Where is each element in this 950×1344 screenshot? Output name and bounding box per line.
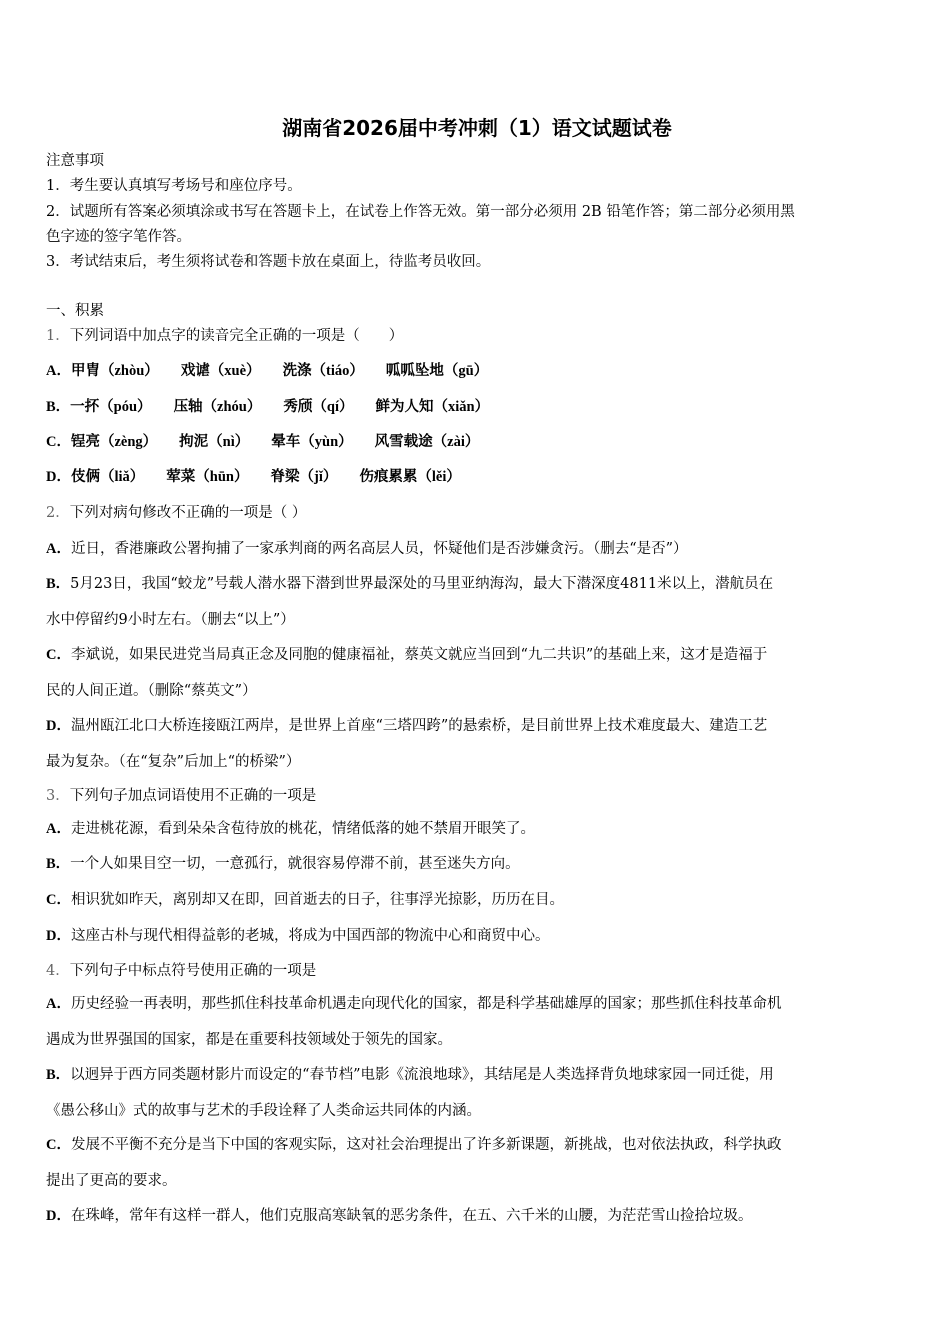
option-text-cont: 水中停留约9小时左右。（删去“以上”）	[46, 612, 295, 628]
option-letter: D．	[46, 928, 71, 944]
option-row	[46, 540, 688, 558]
question-stem	[46, 327, 403, 345]
option-item: 洗涤（tiáo）	[282, 363, 364, 379]
option-item: 戏谑（xuè）	[180, 363, 261, 379]
option-text: 发展不平衡不充分是当下中国的客观实际，这对社会治理提出了许多新课题，新挑战，也对依法执政，科学执政	[70, 1137, 782, 1153]
question-number: 2．	[46, 505, 70, 521]
notice-item: 2．试题所有答案必须填涂或书写在答题卡上，在试卷上作答无效。第一部分必须用 2B 铅笔作答；第二部分必须用黑	[46, 204, 795, 220]
option-row	[46, 927, 549, 945]
option-item: 风雪载途（zài）	[374, 434, 480, 450]
option-letter: A．	[46, 821, 71, 837]
question-stem	[46, 962, 316, 980]
option-text-cont: 《愚公移山》式的故事与艺术的手段诠释了人类命运共同体的内涵。	[46, 1103, 481, 1119]
option-text: 近日，香港廉政公署拘捕了一家承判商的两名高层人员，怀疑他们是否涉嫌贪污。（删去“是否”）	[70, 541, 688, 557]
option-row	[46, 717, 767, 735]
notice-item: 色字迹的签字笔作答。	[46, 229, 191, 245]
option-item: 脊梁（jǐ）	[270, 469, 338, 485]
question-stem	[46, 787, 316, 805]
option-item: 甲胄（zhòu）	[70, 363, 159, 379]
option-letter: B．	[46, 399, 71, 415]
option-letter: C．	[46, 647, 71, 663]
option-text: 这座古朴与现代相得益彰的老城，将成为中国西部的物流中心和商贸中心。	[70, 928, 550, 944]
option-row	[46, 1066, 774, 1084]
option-row	[46, 468, 461, 486]
question-text: 下列句子加点词语使用不正确的一项是	[69, 788, 317, 804]
question-stem	[46, 504, 306, 522]
option-item: 一抔（póu）	[70, 399, 152, 415]
option-row	[46, 995, 781, 1013]
option-item: 呱呱坠地（gū）	[385, 363, 489, 379]
option-row	[46, 891, 564, 909]
option-item: 晕车（yùn）	[271, 434, 353, 450]
question-number: 3．	[46, 788, 70, 804]
question-number: 1．	[46, 328, 70, 344]
option-text: 在珠峰，常年有这样一群人，他们克服高寒缺氧的恶劣条件，在五、六千米的山腰，为茫茫雪山捡拾垃圾。	[70, 1208, 753, 1224]
option-letter: C．	[46, 1137, 71, 1153]
section-heading: 一、积累	[46, 303, 104, 319]
option-row	[46, 362, 488, 380]
option-item: 秀颀（qí）	[283, 399, 354, 415]
option-letter: A．	[46, 363, 71, 379]
option-letter: D．	[46, 718, 71, 734]
option-item: 伎俩（liǎ）	[70, 469, 145, 485]
question-number: 4．	[46, 963, 70, 979]
option-text: 5月23日，我国“蛟龙”号载人潜水器下潜到世界最深处的马里亚纳海沟，最大下潜深度4811米以上，潜航员在	[70, 576, 774, 592]
notice-item: 3．考试结束后，考生须将试卷和答题卡放在桌面上，待监考员收回。	[46, 254, 491, 270]
option-row	[46, 855, 520, 873]
option-row	[46, 398, 489, 416]
option-text: 温州瓯江北口大桥连接瓯江两岸，是世界上首座“三塔四跨”的悬索桥，是目前世界上技术难度最大、建造工艺	[70, 718, 768, 734]
notice-item: 1．考生要认真填写考场号和座位序号。	[46, 178, 302, 194]
option-item: 伤痕累累（lěi）	[359, 469, 461, 485]
option-letter: C．	[46, 892, 71, 908]
option-row	[46, 646, 767, 664]
option-letter: D．	[46, 1208, 71, 1224]
option-text-cont: 提出了更高的要求。	[46, 1173, 177, 1189]
option-row	[46, 1136, 781, 1154]
option-text: 走进桃花源，看到朵朵含苞待放的桃花，情绪低落的她不禁眉开眼笑了。	[70, 821, 535, 837]
option-item: 拘泥（nì）	[179, 434, 250, 450]
option-row	[46, 820, 535, 838]
option-text: 以迥异于西方同类题材影片而设定的“春节档”电影《流浪地球》，其结尾是人类选择背负地球家园一同迁徙，用	[70, 1067, 774, 1083]
option-letter: D．	[46, 469, 71, 485]
page-title: 湖南省2026届中考冲刺（1）语文试题试卷	[282, 116, 672, 140]
option-text: 李斌说，如果民进党当局真正念及同胞的健康福祉，蔡英文就应当回到“九二共识”的基础上来，这才是造福于	[70, 647, 768, 663]
question-text: 下列词语中加点字的读音完全正确的一项是（ ）	[69, 328, 404, 344]
option-item: 鲜为人知（xiǎn）	[375, 399, 490, 415]
option-row	[46, 433, 479, 451]
option-letter: B．	[46, 856, 71, 872]
option-item: 压轴（zhóu）	[173, 399, 262, 415]
option-text-cont: 遇成为世界强国的国家，都是在重要科技领域处于领先的国家。	[46, 1032, 452, 1048]
question-text: 下列句子中标点符号使用正确的一项是	[69, 963, 317, 979]
option-row	[46, 575, 773, 593]
option-letter: C．	[46, 434, 71, 450]
option-item: 荤菜（hūn）	[166, 469, 249, 485]
question-text: 下列对病句修改不正确的一项是（ ）	[69, 505, 307, 521]
option-text: 相识犹如昨天，离别却又在即，回首逝去的日子，往事浮光掠影，历历在目。	[70, 892, 564, 908]
option-text: 历史经验一再表明，那些抓住科技革命机遇走向现代化的国家，都是科学基础雄厚的国家；那些抓住科技革命机	[70, 996, 782, 1012]
option-row	[46, 1207, 752, 1225]
option-letter: B．	[46, 1067, 71, 1083]
option-letter: B．	[46, 576, 71, 592]
option-text-cont: 民的人间正道。（删除“蔡英文”）	[46, 683, 257, 699]
notice-heading: 注意事项	[46, 153, 104, 169]
option-text: 一个人如果目空一切，一意孤行，就很容易停滞不前，甚至迷失方向。	[70, 856, 520, 872]
option-letter: A．	[46, 996, 71, 1012]
option-text-cont: 最为复杂。（在“复杂”后加上“的桥梁”）	[46, 754, 301, 770]
option-item: 锃亮（zèng）	[70, 434, 158, 450]
option-letter: A．	[46, 541, 71, 557]
